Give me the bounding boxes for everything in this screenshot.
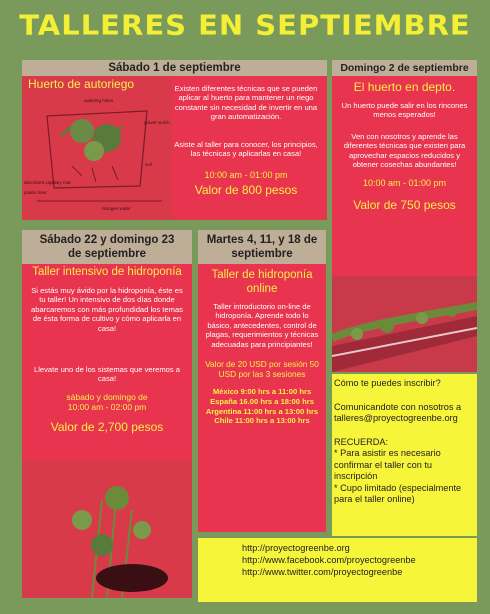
workshop-description-2: Llevate uno de los sistemas que veremos a casa! (33, 365, 181, 384)
reminder-item: * Para asistir es necesario confirmar el taller con tu inscripción (334, 448, 441, 481)
diagram-label: soil (145, 162, 152, 167)
workshop-date: Sábado 22 y domingo 23 de septiembre (22, 230, 192, 264)
workshop-description-2: Ven con nosotros y aprende las diferentes técnicas que existen para aprovechar espacios reducidos y obtener cosechas abundantes! (343, 131, 466, 170)
registration-info-box (332, 374, 477, 536)
workshop-date: Domingo 2 de septiembre (332, 60, 477, 76)
diagram-label: nitrogen water (102, 206, 131, 211)
planter-photo (332, 276, 477, 372)
website-link[interactable]: http://proyectogreenbe.org (242, 543, 350, 553)
workshop-time: 10:00 am - 01:00 pm (204, 170, 288, 180)
workshop-card-online (198, 230, 326, 532)
workshop-name: Huerto de autoriego (28, 77, 135, 91)
registration-question: Cómo te puedes inscribir? (334, 378, 441, 388)
workshop-price: Valor de 800 pesos (194, 183, 298, 197)
facebook-link[interactable]: http://www.facebook.com/proyectogreenbe (242, 555, 416, 565)
page-title: TALLERES EN SEPTIEMBRE (19, 8, 471, 42)
workshop-name: Taller intensivo de hidroponía (32, 266, 182, 278)
workshop-card-autoriego (22, 60, 327, 220)
workshop-card-depto (332, 60, 477, 372)
workshop-description: Un huerto puede salir en los rincones menos esperados! (341, 101, 468, 120)
irrigation-diagram-image (22, 76, 172, 220)
workshop-description-2: Asiste al taller para conocer, los principios, las técnicas y aplicarlas en casa! (174, 140, 318, 159)
workshop-price: Valor de 20 USD por sesión 50 USD por las 3 sesiones (205, 359, 319, 380)
workshop-date: Sábado 1 de septiembre (22, 60, 327, 76)
schedule-list (198, 387, 326, 426)
schedule-item: Chile 11:00 hrs a 13:00 hrs (214, 416, 310, 426)
workshop-card-intensivo (22, 230, 192, 598)
registration-contact[interactable]: Comunicandote con nosotros a talleres@proyectogreenbe.org (334, 401, 462, 423)
plant-pot-photo (22, 460, 192, 598)
workshop-name: Taller de hidroponía online (211, 269, 313, 295)
links-box (198, 538, 477, 602)
schedule-item: México 9:00 hrs a 11:00 hrs (212, 387, 312, 397)
diagram-label: absorbent capillary mat (24, 180, 71, 185)
workshop-date: Martes 4, 11, y 18 de septiembre (198, 230, 326, 264)
reminder-title: RECUERDA: (334, 436, 389, 447)
workshop-description: Existen diferentes técnicas que se pueden aplicar al huerto para mantener un riego constante sin necesidad de invertir en una gran automatización. (174, 84, 318, 122)
diagram-label: gravel mulch (144, 120, 170, 125)
reminder-item: * Cupo limitado (especialmente para el taller online) (334, 482, 462, 504)
workshop-price: Valor de 2,700 pesos (50, 420, 164, 434)
diagram-label: watering holes (84, 98, 114, 103)
workshop-description: Si estás muy ávido por la hidroponía, éste es tu taller! Un intensivo de dos días donde abarcaremos con más profundidad los temas de ésta forma de cultivo y cómo aplicarla en casa! (31, 286, 183, 333)
schedule-item: Argentina 11:00 hrs a 13:00 hrs (205, 406, 319, 416)
workshop-time: sábado y domingo de 10:00 am - 02:00 pm (66, 392, 148, 412)
schedule-item: España 16.00 hrs a 18:00 hrs (210, 396, 314, 406)
workshop-time: 10:00 am - 01:00 pm (362, 178, 447, 189)
workshop-price: Valor de 750 pesos (353, 198, 456, 213)
workshop-description: Taller introductorio on-line de hidroponía. Aprende todo lo básico, antecedentes, control de plagas, requerimientos y técnicas adecuadas para principiantes! (205, 302, 319, 349)
diagram-label: plastic liner (24, 190, 47, 195)
workshop-name: El huerto en depto. (353, 80, 456, 94)
twitter-link[interactable]: http://www.twitter.com/proyectogreenbe (242, 567, 403, 577)
